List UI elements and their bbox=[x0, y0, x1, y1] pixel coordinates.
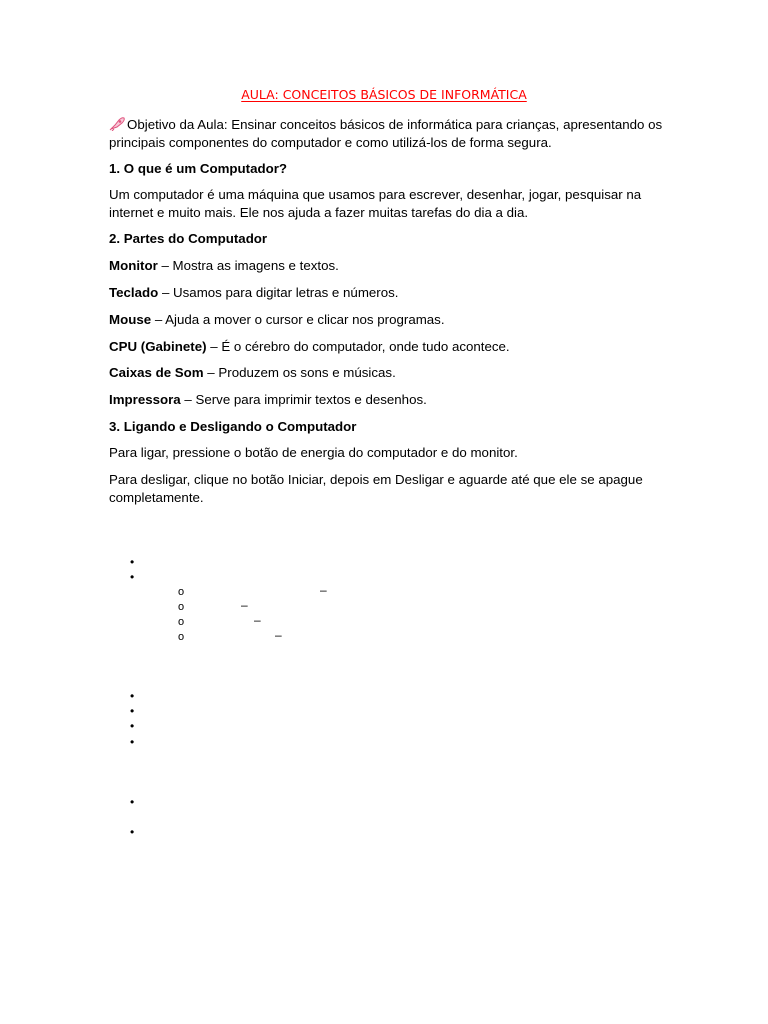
section-1-body: Um computador é uma máquina que usamos para escrever, desenhar, jogar, pesquisar na internet e muito mais. Ele nos ajuda a fazer muitas tarefas do dia a dia. bbox=[109, 187, 642, 220]
list-sub-bullet: o bbox=[178, 586, 185, 598]
part-item-cpu bbox=[109, 338, 669, 356]
document-title: AULA: CONCEITOS BÁSICOS DE INFORMÁTICA bbox=[241, 87, 527, 102]
list-bullet: • bbox=[130, 555, 135, 569]
part-item-teclado bbox=[109, 284, 669, 302]
rocket-icon bbox=[109, 117, 125, 131]
part-description: – Ajuda a mover o cursor e clicar nos programas. bbox=[151, 312, 445, 327]
list-bullet: • bbox=[130, 735, 135, 749]
list-sub-bullet: o bbox=[178, 616, 185, 628]
list-bullet: • bbox=[130, 704, 135, 718]
list-dash: – bbox=[275, 628, 282, 642]
part-description: – Produzem os sons e músicas. bbox=[203, 365, 396, 380]
part-description: – Mostra as imagens e textos. bbox=[157, 258, 339, 273]
part-item-impressora bbox=[109, 391, 669, 409]
part-item-monitor bbox=[109, 257, 669, 275]
list-dash: – bbox=[254, 613, 261, 627]
part-label: Teclado bbox=[109, 285, 159, 300]
list-bullet: • bbox=[130, 570, 135, 584]
section-2-heading: 2. Partes do Computador bbox=[109, 231, 268, 246]
objective-text: Objetivo da Aula: Ensinar conceitos básicos de informática para crianças, apresentando os principais componentes do computador e como utilizá-los de forma segura. bbox=[109, 117, 663, 150]
list-bullet: • bbox=[130, 689, 135, 703]
part-label: Caixas de Som bbox=[109, 365, 204, 380]
part-label: Mouse bbox=[109, 312, 152, 327]
list-dash: – bbox=[241, 598, 248, 612]
objective-paragraph bbox=[109, 116, 669, 151]
part-description: – Usamos para digitar letras e números. bbox=[158, 285, 399, 300]
part-label: Impressora bbox=[109, 392, 181, 407]
list-bullet: • bbox=[130, 795, 135, 809]
part-item-mouse bbox=[109, 311, 669, 329]
section-3-paragraph-2: Para desligar, clique no botão Iniciar, depois em Desligar e aguarde até que ele se apague completamente. bbox=[109, 472, 643, 505]
list-dash: – bbox=[320, 583, 327, 597]
list-sub-bullet: o bbox=[178, 601, 185, 613]
part-label: CPU (Gabinete) bbox=[109, 339, 207, 354]
part-label: Monitor bbox=[109, 258, 158, 273]
list-bullet: • bbox=[130, 719, 135, 733]
part-description: – É o cérebro do computador, onde tudo acontece. bbox=[206, 339, 510, 354]
section-3-heading: 3. Ligando e Desligando o Computador bbox=[109, 419, 357, 434]
section-1-heading: 1. O que é um Computador? bbox=[109, 161, 288, 176]
part-description: – Serve para imprimir textos e desenhos. bbox=[180, 392, 427, 407]
list-sub-bullet: o bbox=[178, 631, 185, 643]
section-3-paragraph-1: Para ligar, pressione o botão de energia do computador e do monitor. bbox=[109, 445, 518, 460]
part-item-caixas-de-som bbox=[109, 364, 669, 382]
list-bullet: • bbox=[130, 825, 135, 839]
